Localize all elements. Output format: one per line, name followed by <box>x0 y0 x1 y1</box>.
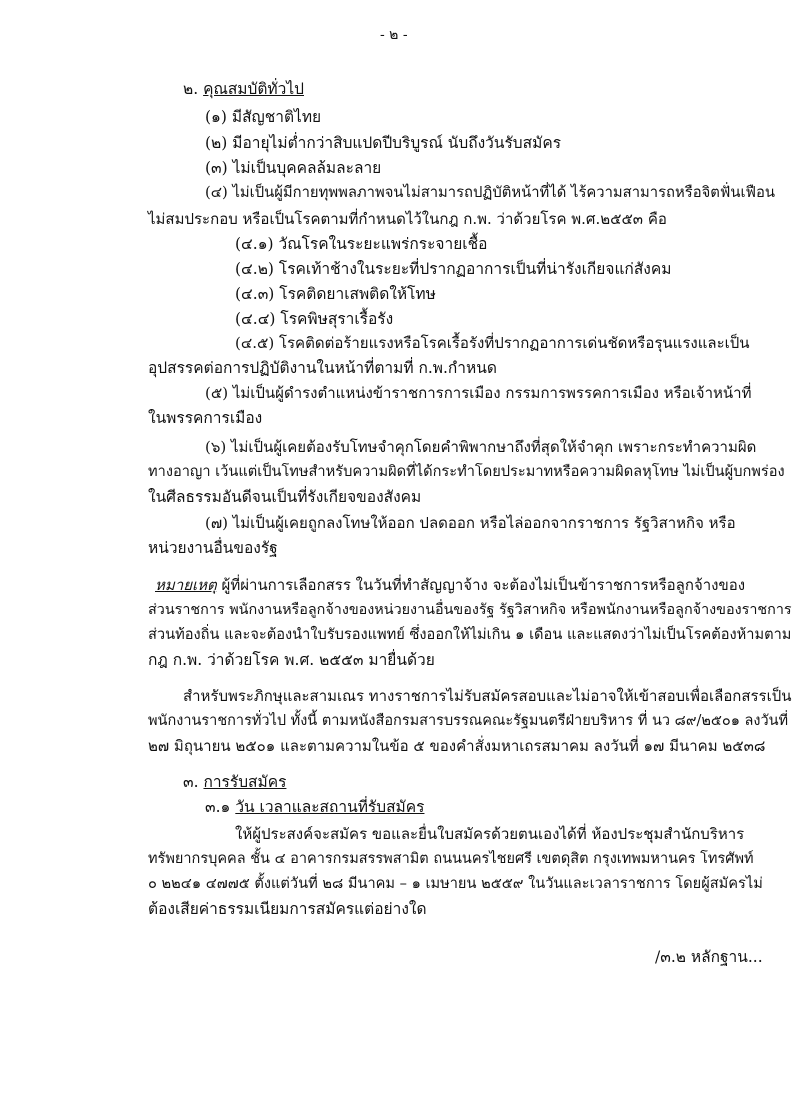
continuation-text: /๓.๒ หลักฐาน... <box>655 948 763 966</box>
section2-item-6-line3: ในศีลธรรมอันดีจนเป็นที่รังเกียจของสังคม <box>148 488 422 506</box>
section2-heading-number: ๒. <box>183 80 199 98</box>
section2-subitem-4-2: (๔.๒) โรคเท้าช้างในระยะที่ปรากฏอาการเป็นที่น่ารังเกียจแก่สังคม <box>235 260 672 278</box>
note-label: หมายเหตุ <box>155 576 217 594</box>
section2-subitem-4-3: (๔.๓) โรคติดยาเสพติดให้โทษ <box>235 285 436 303</box>
section2-heading-title: คุณสมบัติทั่วไป <box>203 80 304 98</box>
section3-sub-number: ๓.๑ <box>205 798 231 816</box>
section2-item-7-line1: (๗) ไม่เป็นผู้เคยถูกลงโทษให้ออก ปลดออก หรือไล่ออกจากราชการ รัฐวิสาหกิจ หรือ <box>205 514 736 532</box>
section3-heading-title: การรับสมัคร <box>203 773 287 791</box>
section2-subitem-4-5-line2: อุปสรรคต่อการปฏิบัติงานในหน้าที่ตามที่ ก.พ.กำหนด <box>148 359 497 377</box>
section2-heading <box>183 82 304 98</box>
section3-heading <box>183 775 286 791</box>
monks-line1: สำหรับพระภิกษุและสามเณร ทางราชการไม่รับสมัครสอบและไม่อาจให้เข้าสอบเพื่อเลือกสรรเป็น <box>183 687 792 705</box>
page-number: - ๒ - <box>380 27 408 43</box>
section2-item-3: (๓) ไม่เป็นบุคคลล้มละลาย <box>205 159 382 177</box>
section3-line3: ๐ ๒๒๔๑ ๔๗๗๕ ตั้งแต่วันที่ ๒๘ มีนาคม – ๑ เมษายน ๒๕๕๙ ในวันและเวลาราชการ โดยผู้สมัครไม่ <box>148 875 763 892</box>
monks-line3: ๒๗ มิถุนายน ๒๕๐๑ และตามความในข้อ ๕ ของคำสั่งมหาเถรสมาคม ลงวันที่ ๑๗ มีนาคม ๒๕๓๘ <box>148 737 766 755</box>
section2-item-5-line1: (๕) ไม่เป็นผู้ดำรงตำแหน่งข้าราชการการเมือง กรรมการพรรคการเมือง หรือเจ้าหน้าที่ <box>205 384 752 402</box>
section2-item-5-line2: ในพรรคการเมือง <box>148 409 263 427</box>
note-text-1: ผู้ที่ผ่านการเลือกสรร ในวันที่ทำสัญญาจ้าง จะต้องไม่เป็นข้าราชการหรือลูกจ้างของ <box>221 576 746 594</box>
section3-line4: ต้องเสียค่าธรรมเนียมการสมัครแต่อย่างใด <box>148 900 427 918</box>
section2-item-7-line2: หน่วยงานอื่นของรัฐ <box>148 539 278 557</box>
section3-sub-heading <box>205 800 424 816</box>
section2-item-6-line2: ทางอาญา เว้นแต่เป็นโทษสำหรับความผิดที่ได้กระทำโดยประมาทหรือความผิดลหุโทษ ไม่เป็นผู้บกพร่อง <box>148 463 785 480</box>
note-line4: กฎ ก.พ. ว่าด้วยโรค พ.ศ. ๒๕๕๓ มายื่นด้วย <box>148 651 435 669</box>
note-line1 <box>155 578 745 593</box>
section3-line1: ให้ผู้ประสงค์จะสมัคร ขอและยื่นใบสมัครด้วยตนเองได้ที่ ห้องประชุมสำนักบริหาร <box>235 825 745 843</box>
section2-item-1: (๑) มีสัญชาติไทย <box>205 108 322 126</box>
monks-line2: พนักงานราชการทั่วไป ทั้งนี้ ตามหนังสือกรมสารบรรณคณะรัฐมนตรีฝ่ายบริหาร ที่ นว ๘๙/๒๕๐๑ ลงวันที่ <box>148 713 789 729</box>
section3-line2: ทรัพยากรบุคคล ชั้น ๔ อาคารกรมสรรพสามิต ถนนนครไชยศรี เขตดุสิต กรุงเทพมหานคร โทรศัพท์ <box>148 851 754 867</box>
section2-item-4-line2: ไม่สมประกอบ หรือเป็นโรคตามที่กำหนดไว้ในกฎ ก.พ. ว่าด้วยโรค พ.ศ.๒๕๕๓ คือ <box>148 210 667 228</box>
section2-subitem-4-4: (๔.๔) โรคพิษสุราเรื้อรัง <box>235 310 394 328</box>
section2-item-6-line1: (๖) ไม่เป็นผู้เคยต้องรับโทษจำคุกโดยคำพิพากษาถึงที่สุดให้จำคุก เพราะกระทำความผิด <box>205 438 757 456</box>
note-line3: ส่วนท้องถิ่น และจะต้องนำใบรับรองแพทย์ ซึ่งออกให้ไม่เกิน ๑ เดือน และแสดงว่าไม่เป็นโรคต้องห้ามตาม <box>148 626 792 643</box>
section2-item-4-line1: (๔) ไม่เป็นผู้มีกายทุพพลภาพจนไม่สามารถปฏิบัติหน้าที่ได้ ไร้ความสามารถหรือจิตฟั่นเฟือน <box>205 184 775 201</box>
section3-sub-title: วัน เวลาและสถานที่รับสมัคร <box>235 798 425 816</box>
section2-item-2: (๒) มีอายุไม่ต่ำกว่าสิบแปดปีบริบูรณ์ นับถึงวันรับสมัคร <box>205 134 562 152</box>
section2-subitem-4-5-line1: (๔.๕) โรคติดต่อร้ายแรงหรือโรคเรื้อรังที่ปรากฏอาการเด่นชัดหรือรุนแรงและเป็น <box>235 334 750 352</box>
note-line2: ส่วนราชการ พนักงานหรือลูกจ้างของหน่วยงานอื่นของรัฐ รัฐวิสาหกิจ หรือพนักงานหรือลูกจ้างของราชการ <box>148 602 792 618</box>
section2-subitem-4-1: (๔.๑) วัณโรคในระยะแพร่กระจายเชื้อ <box>235 235 488 253</box>
section3-heading-number: ๓. <box>183 773 199 791</box>
